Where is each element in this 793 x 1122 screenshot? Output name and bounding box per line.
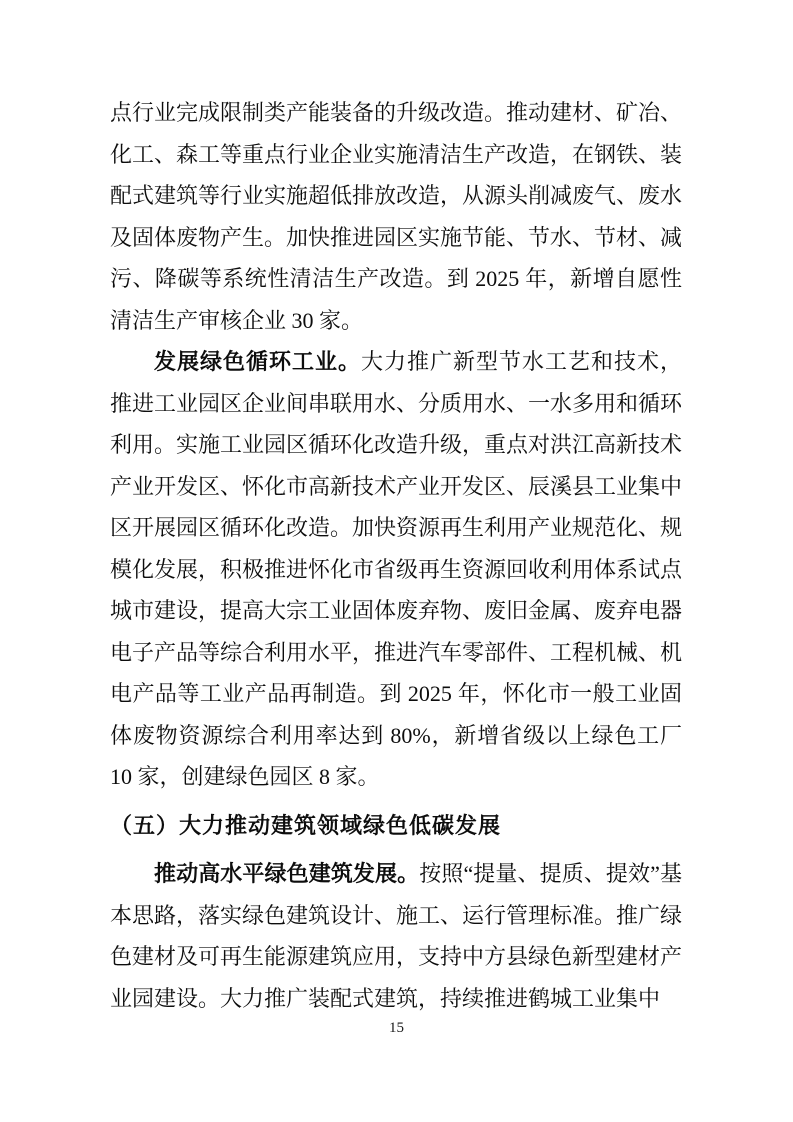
page-body-text — [110, 92, 682, 1019]
paragraph-text-green-circular-industry: 大力推广新型节水工艺和技术，推进工业园区企业间串联用水、分质用水、一水多用和循环利用。实施工业园区循环化改造升级，重点对洪江高新技术产业开发区、怀化市高新技术产业开发区、辰溪县工业集中区开展园区循环化改造。加快资源再生利用产业规范化、规模化发展，积极推进怀化市省级再生资源回收利用体系试点城市建设，提高大宗工业固体废弃物、废旧金属、废弃电器电子产品等综合利用水平，推进汽车零部件、工程机械、机电产品等工业产品再制造。到 2025 年，怀化市一般工业固体废物资源综合利用率达到 80%，新增省级以上绿色工厂 10 家，创建绿色园区 8 家。 — [110, 349, 683, 789]
paragraph-continuation — [110, 92, 682, 341]
paragraph-green-building — [110, 853, 682, 1019]
section-heading-5-text: （五）大力推动建筑领域绿色低碳发展 — [110, 812, 502, 838]
paragraph-green-circular-industry — [110, 341, 682, 798]
paragraph-continuation-text: 点行业完成限制类产能装备的升级改造。推动建材、矿冶、化工、森工等重点行业企业实施清洁生产改造，在钢铁、装配式建筑等行业实施超低排放改造，从源头削减废气、废水及固体废物产生。加快推进园区实施节能、节水、节材、减污、降碳等系统性清洁生产改造。到 2025 年，新增自愿性清洁生产审核企业 30 家。 — [110, 100, 683, 333]
paragraph-lead-green-circular-industry: 发展绿色循环工业。 — [154, 349, 361, 374]
paragraph-lead-green-building: 推动高水平绿色建筑发展。 — [154, 861, 420, 886]
section-heading-5 — [110, 805, 682, 847]
page-number: 15 — [389, 1020, 404, 1036]
paragraph-text-green-building: 按照“提量、提质、提效”基本思路，落实绿色建筑设计、施工、运行管理标准。推广绿色建材及可再生能源建筑应用，支持中方县绿色新型建材产业园建设。大力推广装配式建筑，持续推进鹤城工业集中 — [110, 861, 683, 1011]
